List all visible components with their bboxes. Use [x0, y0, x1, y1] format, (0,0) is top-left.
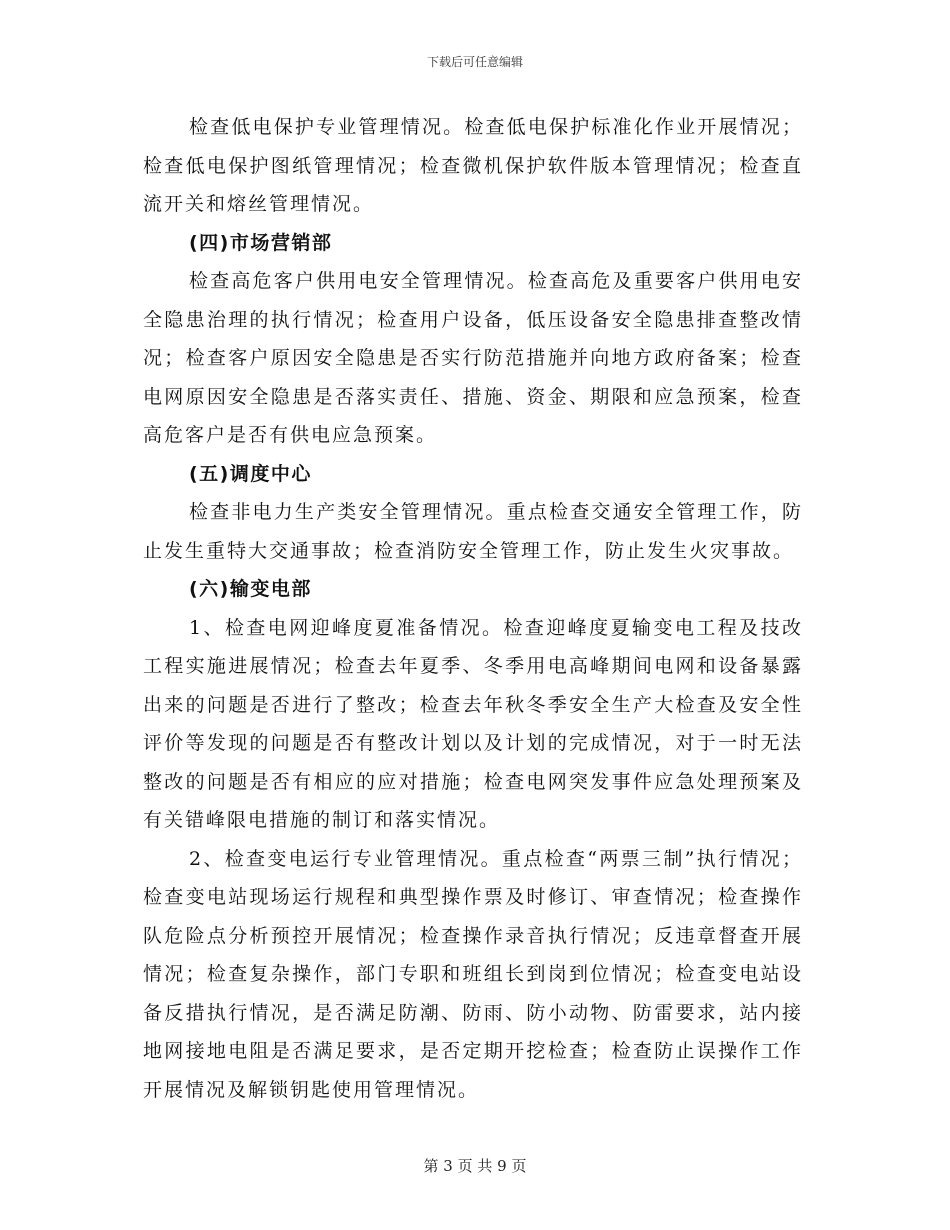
page-footer: 第 3 页 共 9 页	[423, 1157, 527, 1175]
paragraph-transmission-2: 2、检查变电运行专业管理情况。重点检查“两票三制”执行情况；检查变电站现场运行规程和典型操作票及时修订、审查情况；检查操作队危险点分析预控开展情况；检查操作录音执行情况；反违章督查开展情况；检查复杂操作，部门专职和班组长到岗到位情况；检查变电站设备反措执行情况，是否满足防潮、防雨、防小动物、防雷要求，站内接地网接地电阻是否满足要求，是否定期开挖检查；检查防止误操作工作开展情况及解锁钥匙使用管理情况。	[143, 847, 803, 1101]
document-body	[143, 108, 803, 1109]
section-heading-transmission: (六)输变电部	[189, 578, 312, 600]
section-heading-dispatch: (五)调度中心	[189, 462, 312, 485]
page-header: 下载后可任意编辑	[426, 55, 523, 69]
paragraph-relay-protection: 检查低电保护专业管理情况。检查低电保护标准化作业开展情况；检查低电保护图纸管理情况；检查微机保护软件版本管理情况；检查直流开关和熔丝管理情况。	[143, 116, 803, 215]
paragraph-marketing: 检查高危客户供用电安全管理情况。检查高危及重要客户供用电安全隐患治理的执行情况；检查用户设备，低压设备安全隐患排查整改情况；检查客户原因安全隐患是否实行防范措施并向地方政府备案；检查电网原因安全隐患是否落实责任、措施、资金、期限和应急预案，检查高危客户是否有供电应急预案。	[143, 270, 803, 446]
paragraph-transmission-1: 1、检查电网迎峰度夏准备情况。检查迎峰度夏输变电工程及技改工程实施进展情况；检查去年夏季、冬季用电高峰期间电网和设备暴露出来的问题是否进行了整改；检查去年秋冬季安全生产大检查及安全性评价等发现的问题是否有整改计划以及计划的完成情况，对于一时无法整改的问题是否有相应的应对措施；检查电网突发事件应急处理预案及有关错峰限电措施的制订和落实情况。	[143, 616, 803, 831]
paragraph-dispatch: 检查非电力生产类安全管理情况。重点检查交通安全管理工作，防止发生重特大交通事故；检查消防安全管理工作，防止发生火灾事故。	[143, 501, 803, 562]
section-heading-marketing: (四)市场营销部	[189, 231, 333, 254]
